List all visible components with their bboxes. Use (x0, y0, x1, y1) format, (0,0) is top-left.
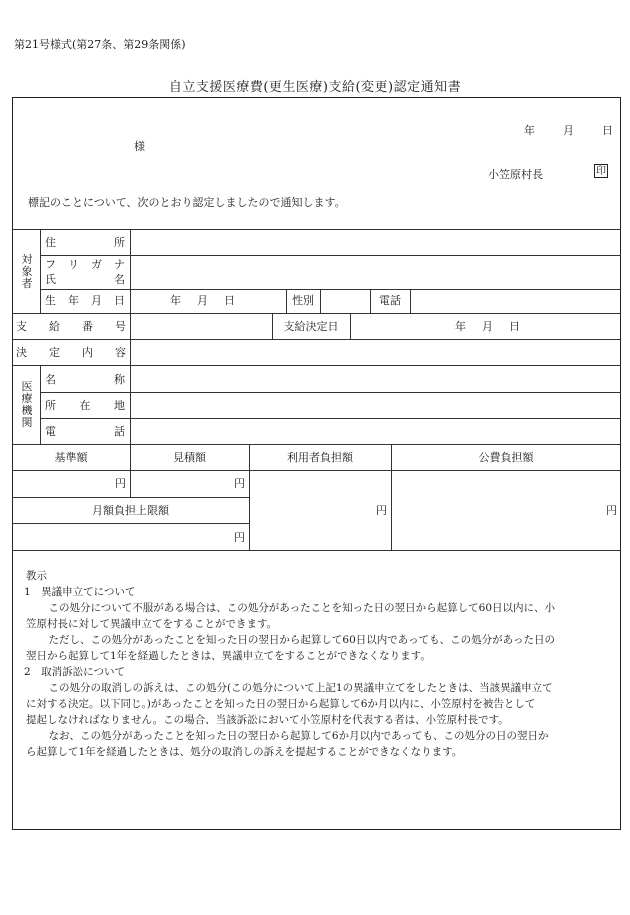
grid-line (40, 289, 621, 290)
grid-line (410, 289, 411, 313)
name-label: 氏 名 (45, 273, 125, 286)
birthdate-units: 年 月 日 (170, 294, 235, 307)
issue-date-day: 日 (602, 124, 613, 137)
grid-line (40, 229, 41, 313)
document-title: 自立支援医療費(更生医療)支給(変更)認定通知書 (168, 80, 462, 95)
address-label: 住 所 (45, 236, 125, 249)
birthdate-label: 生 年 月 日 (45, 294, 125, 307)
furigana-label: フ リ ガ ナ (45, 258, 125, 271)
institution-phone-label: 電 話 (45, 425, 125, 438)
public-burden-label: 公費負担額 (478, 451, 534, 464)
grid-line (12, 229, 621, 230)
grid-line (12, 523, 249, 524)
grid-line (12, 550, 621, 551)
issue-date (524, 122, 613, 138)
seal-mark: 印 (596, 166, 606, 177)
instruction-text: に対する決定。以下同じ。)があったことを知った日の翌日から起算して6か月以内に、小笠原村を被告として (26, 698, 536, 710)
decision-date-label: 支給決定日 (283, 320, 339, 333)
instructions (26, 568, 622, 760)
instruction-text: なお、この処分があったことを知った日の翌日から起算して6か月以内であっても、この処分の日の翌日か (38, 730, 549, 742)
base-amount-label: 基準額 (54, 451, 88, 464)
phone-label: 電話 (379, 294, 401, 307)
user-burden-yen: 円 (376, 504, 387, 517)
grid-line (320, 289, 321, 313)
grid-line (40, 418, 621, 419)
grid-line (12, 313, 621, 314)
estimate-amount-label: 見積額 (173, 451, 206, 464)
monthly-cap-yen: 円 (234, 531, 245, 544)
instructions-heading: 教示 (26, 570, 47, 582)
institution-group-label: 医 療 機 関 (21, 380, 33, 429)
subject-group-label: 対 象 者 (21, 253, 33, 290)
grid-line (130, 229, 131, 444)
instruction-item1-title: 1 異議申立てについて (24, 586, 136, 598)
grid-line (12, 339, 621, 340)
instruction-text: 笠原村長に対して異議申立てをすることができます。 (26, 618, 278, 630)
instruction-text: ただし、この処分があったことを知った日の翌日から起算して60日以内であっても、この処分があった日の (38, 634, 556, 646)
institution-location-label: 所 在 地 (45, 399, 125, 412)
issue-date-year: 年 (524, 124, 535, 137)
base-amount-yen: 円 (115, 477, 126, 490)
grid-line (40, 365, 41, 444)
instruction-text: 提起しなければなりません。この場合、当該訴訟において小笠原村を代表する者は、小笠原村長です。 (26, 714, 509, 726)
user-burden-label: 利用者負担額 (287, 451, 353, 464)
institution-name-label: 名 称 (45, 373, 125, 386)
issuer-name: 小笠原村長 (488, 168, 543, 181)
instruction-text: ら起算して1年を経過したときは、処分の取消しの訴えを提起することができなくなります。 (26, 746, 463, 758)
sex-label: 性別 (292, 294, 314, 307)
instruction-text: 翌日から起算して1年を経過したときは、異議申立てをすることができなくなります。 (26, 650, 431, 662)
payment-number-label: 支 給 番 号 (16, 320, 126, 333)
grid-line (12, 497, 249, 498)
grid-line (12, 470, 621, 471)
grid-line (350, 313, 351, 339)
public-burden-yen: 円 (606, 504, 617, 517)
grid-line (40, 392, 621, 393)
grid-line (12, 444, 621, 445)
grid-line (12, 365, 621, 366)
addressee-suffix: 様 (134, 140, 145, 153)
decision-date-units: 年 月 日 (455, 320, 520, 333)
instruction-text: この処分について不服がある場合は、この処分があったことを知った日の翌日から起算して60日以内に、小 (38, 602, 556, 614)
issue-date-month: 月 (563, 124, 574, 137)
grid-line (40, 255, 621, 256)
notice-text: 標記のことについて、次のとおり認定しましたので通知します。 (28, 196, 346, 209)
instruction-text: この処分の取消しの訴えは、この処分(この処分について上記1の異議申立てをしたときは、当該異議申立て (38, 682, 553, 694)
form-number: 第21号様式(第27条、第29条関係) (14, 38, 186, 51)
decision-content-label: 決 定 内 容 (16, 346, 126, 359)
estimate-amount-yen: 円 (234, 477, 245, 490)
instruction-item2-title: 2 取消訴訟について (24, 666, 125, 678)
monthly-cap-label: 月額負担上限額 (92, 504, 169, 517)
